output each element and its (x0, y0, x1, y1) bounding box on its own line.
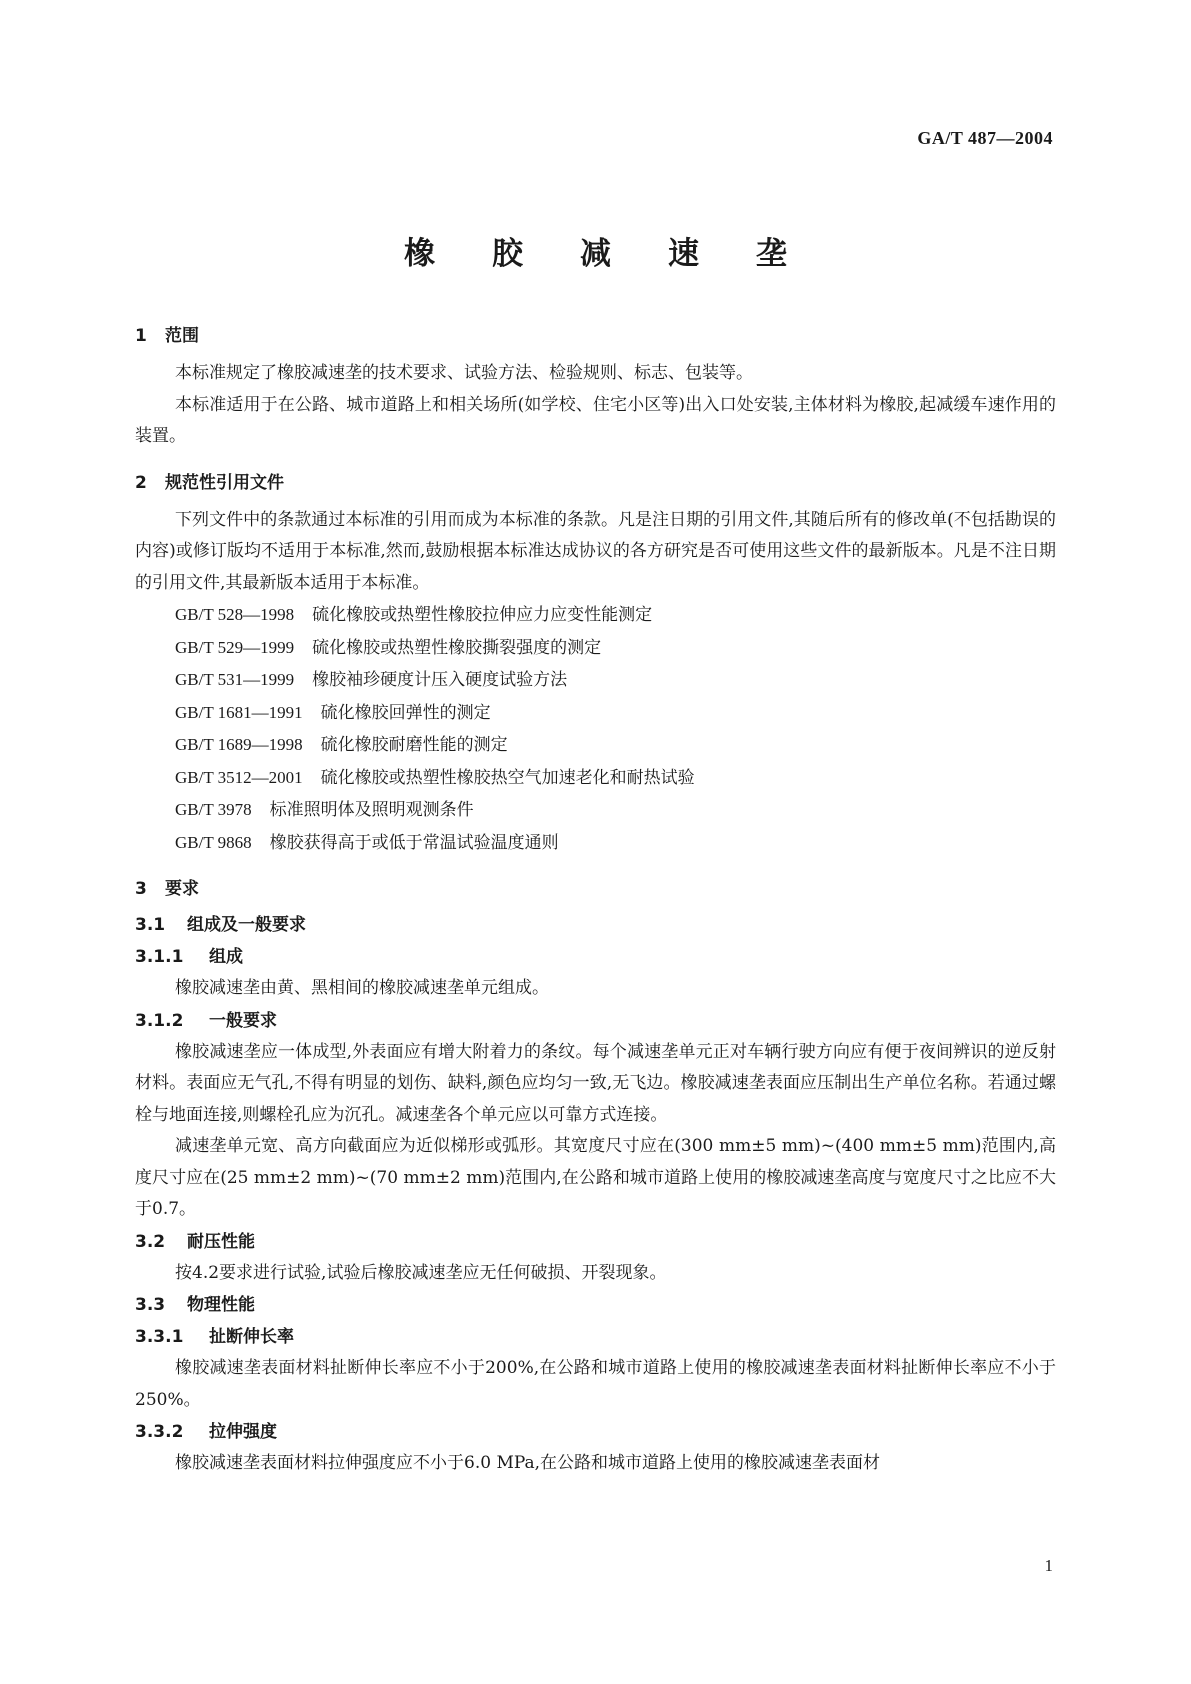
reference-item (135, 762, 1056, 795)
subsection-heading (135, 1289, 1056, 1321)
reference-code: GB/T 531—1999 (175, 670, 295, 689)
reference-item (135, 697, 1056, 730)
reference-code: GB/T 528—1998 (175, 605, 295, 624)
reference-item (135, 632, 1056, 665)
reference-title: 硫化橡胶回弹性的测定 (320, 702, 491, 723)
subsection-title: 组成及一般要求 (187, 915, 306, 935)
document-title: 橡胶减速垄 (404, 236, 844, 272)
reference-code: GB/T 9868 (175, 832, 252, 852)
subsubsection-number: 3.1.1 (135, 947, 184, 967)
reference-code: GB/T 1689—1998 (175, 735, 303, 754)
section-title: 范围 (165, 326, 199, 346)
section-title: 规范性引用文件 (165, 472, 284, 493)
subsubsection-number: 3.3.2 (135, 1422, 184, 1442)
subsection-heading (135, 909, 1056, 941)
paragraph: 按4.2要求进行试验,试验后橡胶减速垄应无任何破损、开裂现象。 (175, 1262, 667, 1283)
subsubsection-title: 一般要求 (209, 1010, 277, 1031)
subsubsection-heading (135, 1321, 1056, 1353)
reference-title: 硫化橡胶耐磨性能的测定 (320, 735, 508, 755)
reference-title: 硫化橡胶或热塑性橡胶撕裂强度的测定 (312, 637, 602, 658)
reference-item (135, 729, 1056, 762)
subsubsection-title: 组成 (209, 947, 243, 967)
reference-title: 硫化橡胶或热塑性橡胶拉伸应力应变性能测定 (312, 605, 653, 625)
paragraph: 橡胶减速垄应一体成型,外表面应有增大附着力的条纹。每个减速垄单元正对车辆行驶方向应有便于夜间辨识的逆反射材料。表面应无气孔,不得有明显的划伤、缺料,颜色应均匀一致,无飞边。橡胶减速垄表面应压制出生产单位名称。若通过螺栓与地面连接,则螺栓孔应为沉孔。减速垄各个单元应以可靠方式连接。 (135, 1041, 1056, 1125)
subsubsection-number: 3.1.2 (135, 1010, 184, 1031)
paragraph: 橡胶减速垄表面材料扯断伸长率应不小于200%,在公路和城市道路上使用的橡胶减速垄表面材料扯断伸长率应不小于250%。 (135, 1358, 1056, 1410)
reference-title: 橡胶袖珍硬度计压入硬度试验方法 (312, 670, 568, 690)
subsubsection-heading (135, 1416, 1056, 1448)
subsection-title: 物理性能 (187, 1295, 255, 1315)
reference-title: 硫化橡胶或热塑性橡胶热空气加速老化和耐热试验 (320, 767, 695, 788)
document-body (135, 320, 1056, 1480)
reference-item (135, 794, 1056, 827)
subsubsection-number: 3.3.1 (135, 1327, 184, 1347)
section-number: 3 (135, 879, 147, 899)
subsection-number: 3.3 (135, 1295, 166, 1315)
subsection-heading (135, 1226, 1056, 1258)
paragraph: 本标准适用于在公路、城市道路上和相关场所(如学校、住宅小区等)出入口处安装,主体材料为橡胶,起减缓车速作用的装置。 (135, 394, 1056, 446)
reference-title: 标准照明体及照明观测条件 (269, 800, 474, 820)
reference-code: GB/T 529—1999 (175, 637, 295, 657)
reference-code: GB/T 3512—2001 (175, 767, 303, 787)
reference-item (135, 599, 1056, 632)
reference-code: GB/T 1681—1991 (175, 702, 303, 722)
paragraph: 下列文件中的条款通过本标准的引用而成为本标准的条款。凡是注日期的引用文件,其随后所有的修改单(不包括勘误的内容)或修订版均不适用于本标准,然而,鼓励根据本标准达成协议的各方研究是否可使用这些文件的最新版本。凡是不注日期的引用文件,其最新版本适用于本标准。 (135, 509, 1056, 593)
reference-title: 橡胶获得高于或低于常温试验温度通则 (269, 832, 559, 853)
standard-code: GA/T 487—2004 (917, 128, 1053, 148)
section-heading (135, 320, 1056, 352)
paragraph: 本标准规定了橡胶减速垄的技术要求、试验方法、检验规则、标志、包装等。 (175, 363, 753, 383)
section-number: 2 (135, 472, 147, 493)
reference-item (135, 664, 1056, 697)
subsubsection-heading (135, 1005, 1056, 1037)
reference-item (135, 827, 1056, 860)
reference-code: GB/T 3978 (175, 800, 252, 819)
section-title: 要求 (165, 879, 199, 899)
subsubsection-title: 拉伸强度 (209, 1422, 277, 1442)
subsubsection-title: 扯断伸长率 (209, 1327, 294, 1347)
section-heading (135, 873, 1056, 905)
page-number: 1 (1044, 1556, 1053, 1575)
section-number: 1 (135, 326, 147, 346)
subsection-number: 3.1 (135, 915, 166, 935)
subsubsection-heading (135, 941, 1056, 973)
paragraph: 减速垄单元宽、高方向截面应为近似梯形或弧形。其宽度尺寸应在(300 mm±5 mm)~(400 mm±5 mm)范围内,高度尺寸应在(25 mm±2 mm)~(70 mm±2 mm)范围内,在公路和城市道路上使用的橡胶减速垄高度与宽度尺寸之比应不大于0.7。 (135, 1136, 1056, 1219)
paragraph: 橡胶减速垄表面材料拉伸强度应不小于6.0 MPa,在公路和城市道路上使用的橡胶减速垄表面材 (175, 1453, 881, 1473)
section-heading (135, 467, 1056, 499)
subsection-title: 耐压性能 (187, 1231, 255, 1252)
subsection-number: 3.2 (135, 1231, 166, 1252)
paragraph: 橡胶减速垄由黄、黑相间的橡胶减速垄单元组成。 (175, 978, 549, 998)
